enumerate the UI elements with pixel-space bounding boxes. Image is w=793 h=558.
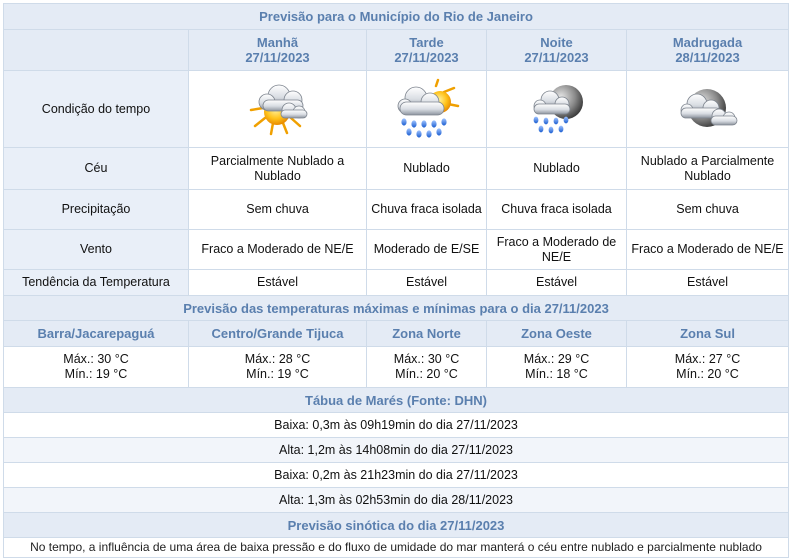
- ceu-noite: Nublado: [487, 148, 627, 190]
- tide-row: Alta: 1,3m às 02h53min do dia 28/11/2023: [4, 488, 789, 513]
- zone-temps-oeste: Máx.: 29 °C Mín.: 18 °C: [487, 347, 627, 388]
- zone-temps-centro: Máx.: 28 °C Mín.: 19 °C: [189, 347, 367, 388]
- vento-noite: Fraco a Moderado de NE/E: [487, 230, 627, 270]
- zone-header-barra: Barra/Jacarepaguá: [4, 321, 189, 347]
- zone-temps-barra: Máx.: 30 °C Mín.: 19 °C: [4, 347, 189, 388]
- tendencia-madrugada: Estável: [627, 270, 789, 296]
- partly-cloudy-sun-icon: [243, 78, 313, 140]
- temps-title: Previsão das temperaturas máximas e mínimas para o dia 27/11/2023: [4, 296, 789, 321]
- tendencia-tarde: Estável: [367, 270, 487, 296]
- row-label-ceu: Céu: [4, 148, 189, 190]
- row-label-precipitacao: Precipitação: [4, 190, 189, 230]
- forecast-table: [3, 3, 789, 558]
- forecast-title: Previsão para o Município do Rio de Janeiro: [4, 4, 789, 30]
- period-header-manha: Manhã 27/11/2023: [189, 30, 367, 71]
- tide-row: Baixa: 0,2m às 21h23min do dia 27/11/2023: [4, 463, 789, 488]
- precip-tarde: Chuva fraca isolada: [367, 190, 487, 230]
- tendencia-manha: Estável: [189, 270, 367, 296]
- tides-title: Tábua de Marés (Fonte: DHN): [4, 388, 789, 413]
- precip-noite: Chuva fraca isolada: [487, 190, 627, 230]
- tendencia-noite: Estável: [487, 270, 627, 296]
- zone-header-norte: Zona Norte: [367, 321, 487, 347]
- precip-madrugada: Sem chuva: [627, 190, 789, 230]
- period-header-madrugada: Madrugada 28/11/2023: [627, 30, 789, 71]
- vento-madrugada: Fraco a Moderado de NE/E: [627, 230, 789, 270]
- vento-tarde: Moderado de E/SE: [367, 230, 487, 270]
- zone-temps-norte: Máx.: 30 °C Mín.: 20 °C: [367, 347, 487, 388]
- tide-row: Alta: 1,2m às 14h08min do dia 27/11/2023: [4, 438, 789, 463]
- period-header-blank: [4, 30, 189, 71]
- synoptic-title: Previsão sinótica do dia 27/11/2023: [4, 513, 789, 538]
- period-header-tarde: Tarde 27/11/2023: [367, 30, 487, 71]
- zone-temps-sul: Máx.: 27 °C Mín.: 20 °C: [627, 347, 789, 388]
- ceu-manha: Parcialmente Nublado a Nublado: [189, 148, 367, 190]
- row-label-vento: Vento: [4, 230, 189, 270]
- precip-manha: Sem chuva: [189, 190, 367, 230]
- ceu-madrugada: Nublado a Parcialmente Nublado: [627, 148, 789, 190]
- cloud-moon-icon: [673, 78, 743, 140]
- zone-header-centro: Centro/Grande Tijuca: [189, 321, 367, 347]
- zone-header-oeste: Zona Oeste: [487, 321, 627, 347]
- synoptic-text: No tempo, a influência de uma área de baixa pressão e do fluxo de umidade do mar manterá o céu entre nublado e parcialmente nublado: [4, 538, 789, 558]
- zone-header-sul: Zona Sul: [627, 321, 789, 347]
- period-header-noite: Noite 27/11/2023: [487, 30, 627, 71]
- row-label-condicao: Condição do tempo: [4, 71, 189, 148]
- tide-row: Baixa: 0,3m às 09h19min do dia 27/11/2023: [4, 413, 789, 438]
- cloud-moon-rain-icon: [522, 78, 592, 140]
- vento-manha: Fraco a Moderado de NE/E: [189, 230, 367, 270]
- row-label-tendencia: Tendência da Temperatura: [4, 270, 189, 296]
- ceu-tarde: Nublado: [367, 148, 487, 190]
- cloud-sun-rain-icon: [392, 78, 462, 140]
